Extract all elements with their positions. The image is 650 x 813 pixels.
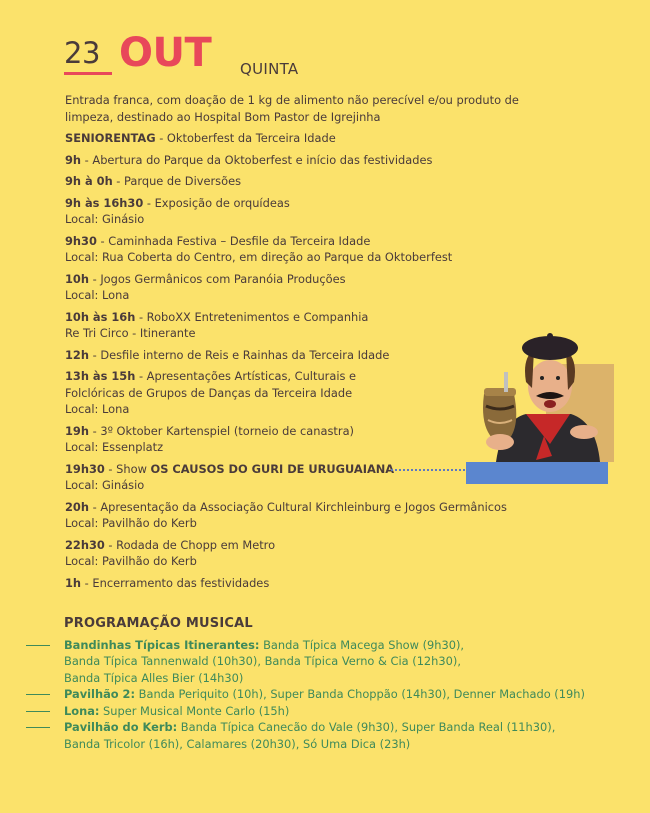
schedule-item-location: Local: Pavilhão do Kerb <box>65 554 197 568</box>
music-venue-line: Banda Típica Tannenwald (10h30), Banda Típica Verno & Cia (12h30), <box>64 654 461 668</box>
music-venue-name: Pavilhão 2: <box>64 687 136 701</box>
schedule-item-location: Folclóricas de Grupos de Danças da Terceira Idade <box>65 385 353 400</box>
schedule-item-location: Local: Ginásio <box>65 212 145 226</box>
music-venue-line: Pavilhão do Kerb: Banda Típica Canecão do Vale (9h30), Super Banda Real (11h30), <box>64 719 634 736</box>
schedule-item <box>65 271 545 304</box>
schedule-item <box>65 233 545 266</box>
venue-tick-mark <box>26 727 50 728</box>
schedule-item-first-line: 13h às 15h - Apresentações Artísticas, Culturais e <box>65 369 357 383</box>
music-venue-name: Lona: <box>64 703 100 718</box>
schedule-item-location: Local: Pavilhão do Kerb <box>65 516 197 530</box>
music-venue <box>64 719 634 752</box>
date-header <box>64 30 464 82</box>
dotted-connector <box>391 469 465 471</box>
intro-line: limpeza, destinado ao Hospital Bom Pastor de Igrejinha <box>65 109 381 124</box>
schedule-item-first-line: 9h às 16h30 - Exposição de orquídeas <box>65 195 290 210</box>
venue-tick-mark <box>26 694 50 695</box>
schedule-item-first-line: 9h à 0h - Parque de Diversões <box>65 174 242 188</box>
schedule-item-first-line: 9h30 - Caminhada Festiva – Desfile da Terceira Idade <box>65 233 371 248</box>
schedule-time: SENIORENTAG <box>65 131 156 145</box>
schedule-time: 20h <box>65 499 89 514</box>
music-venue-line: Banda Típica Alles Bier (14h30) <box>64 670 244 685</box>
schedule-item <box>65 195 545 228</box>
schedule-time: 13h às 15h <box>65 369 136 383</box>
schedule-item-first-line: 10h - Jogos Germânicos com Paranóia Produções <box>65 271 346 286</box>
schedule-item-first-line: 10h às 16h - RoboXX Entretenimentos e Companhia <box>65 309 369 324</box>
music-venue-name: Bandinhas Típicas Itinerantes: <box>64 637 260 652</box>
month-label: OUT <box>119 30 212 76</box>
schedule-item <box>65 130 545 147</box>
schedule-item-first-line: 19h - 3º Oktober Kartenspiel (torneio de canastra) <box>65 423 354 438</box>
intro-text <box>65 92 545 125</box>
schedule-item <box>65 152 545 169</box>
day-number: 23 <box>64 36 100 70</box>
venue-tick-mark <box>26 645 50 646</box>
music-venue-line: Bandinhas Típicas Itinerantes: Banda Típica Macega Show (9h30), <box>64 637 634 654</box>
schedule-item-location: Local: Essenplatz <box>65 440 164 454</box>
schedule-time: 1h <box>65 575 82 590</box>
schedule-time: 19h30 <box>65 461 105 476</box>
schedule-item-location: Local: Lona <box>65 402 130 416</box>
schedule-item-first-line: 20h - Apresentação da Associação Cultural Kirchleinburg e Jogos Germânicos <box>65 499 507 514</box>
schedule-item-location: Local: Rua Coberta do Centro, em direção ao Parque da Oktoberfest <box>65 250 453 264</box>
schedule-item-first-line: SENIORENTAG - Oktoberfest da Terceira Idade <box>65 131 336 145</box>
gaucho-figure-icon <box>466 328 616 488</box>
music-venue-line: Lona: Super Musical Monte Carlo (15h) <box>64 703 634 720</box>
schedule-item <box>65 499 545 532</box>
schedule-time: 9h30 <box>65 233 97 248</box>
music-venue-line: Banda Tricolor (16h), Calamares (20h30), Só Uma Dica (23h) <box>64 736 411 751</box>
show-title: OS CAUSOS DO GURI DE URUGUAIANA <box>150 461 395 476</box>
day-underline <box>64 72 112 75</box>
music-venue <box>64 637 634 687</box>
schedule-time: 10h às 16h <box>65 309 136 324</box>
schedule-item <box>65 537 545 570</box>
music-program <box>64 616 634 752</box>
schedule-time: 19h <box>65 423 89 438</box>
schedule-item <box>65 575 545 592</box>
schedule-time: 9h à 0h <box>65 174 113 188</box>
music-venue <box>64 686 634 703</box>
schedule-time: 9h <box>65 152 82 167</box>
schedule-item-location: Re Tri Circo - Itinerante <box>65 326 196 340</box>
venue-tick-mark <box>26 711 50 712</box>
music-venue-name: Pavilhão do Kerb: <box>64 720 178 734</box>
schedule-item-location: Local: Lona <box>65 288 130 302</box>
schedule-item <box>65 173 545 190</box>
schedule-item-first-line: 12h - Desfile interno de Reis e Rainhas da Terceira Idade <box>65 347 390 362</box>
schedule-item-first-line: 1h - Encerramento das festividades <box>65 575 270 590</box>
schedule-time: 12h <box>65 347 89 362</box>
schedule-time: 22h30 <box>65 537 105 552</box>
schedule-item-first-line: 9h - Abertura do Parque da Oktoberfest e início das festividades <box>65 152 433 167</box>
music-venue-line: Pavilhão 2: Banda Periquito (10h), Super Banda Choppão (14h30), Denner Machado (19h) <box>64 686 634 703</box>
schedule-time: 10h <box>65 271 89 286</box>
music-venue <box>64 703 634 720</box>
schedule-item-location: Local: Ginásio <box>65 478 145 492</box>
schedule-time: 9h às 16h30 <box>65 195 144 210</box>
intro-line: Entrada franca, com doação de 1 kg de alimento não perecível e/ou produto de <box>65 93 519 107</box>
character-illustration <box>466 328 616 488</box>
schedule-item-first-line: 22h30 - Rodada de Chopp em Metro <box>65 537 276 552</box>
music-list <box>64 637 634 753</box>
weekday-label: QUINTA <box>240 60 299 78</box>
schedule-item-first-line: 19h30 - Show OS CAUSOS DO GURI DE URUGUAIANA <box>65 461 395 476</box>
music-title: PROGRAMAÇÃO MUSICAL <box>64 616 253 631</box>
